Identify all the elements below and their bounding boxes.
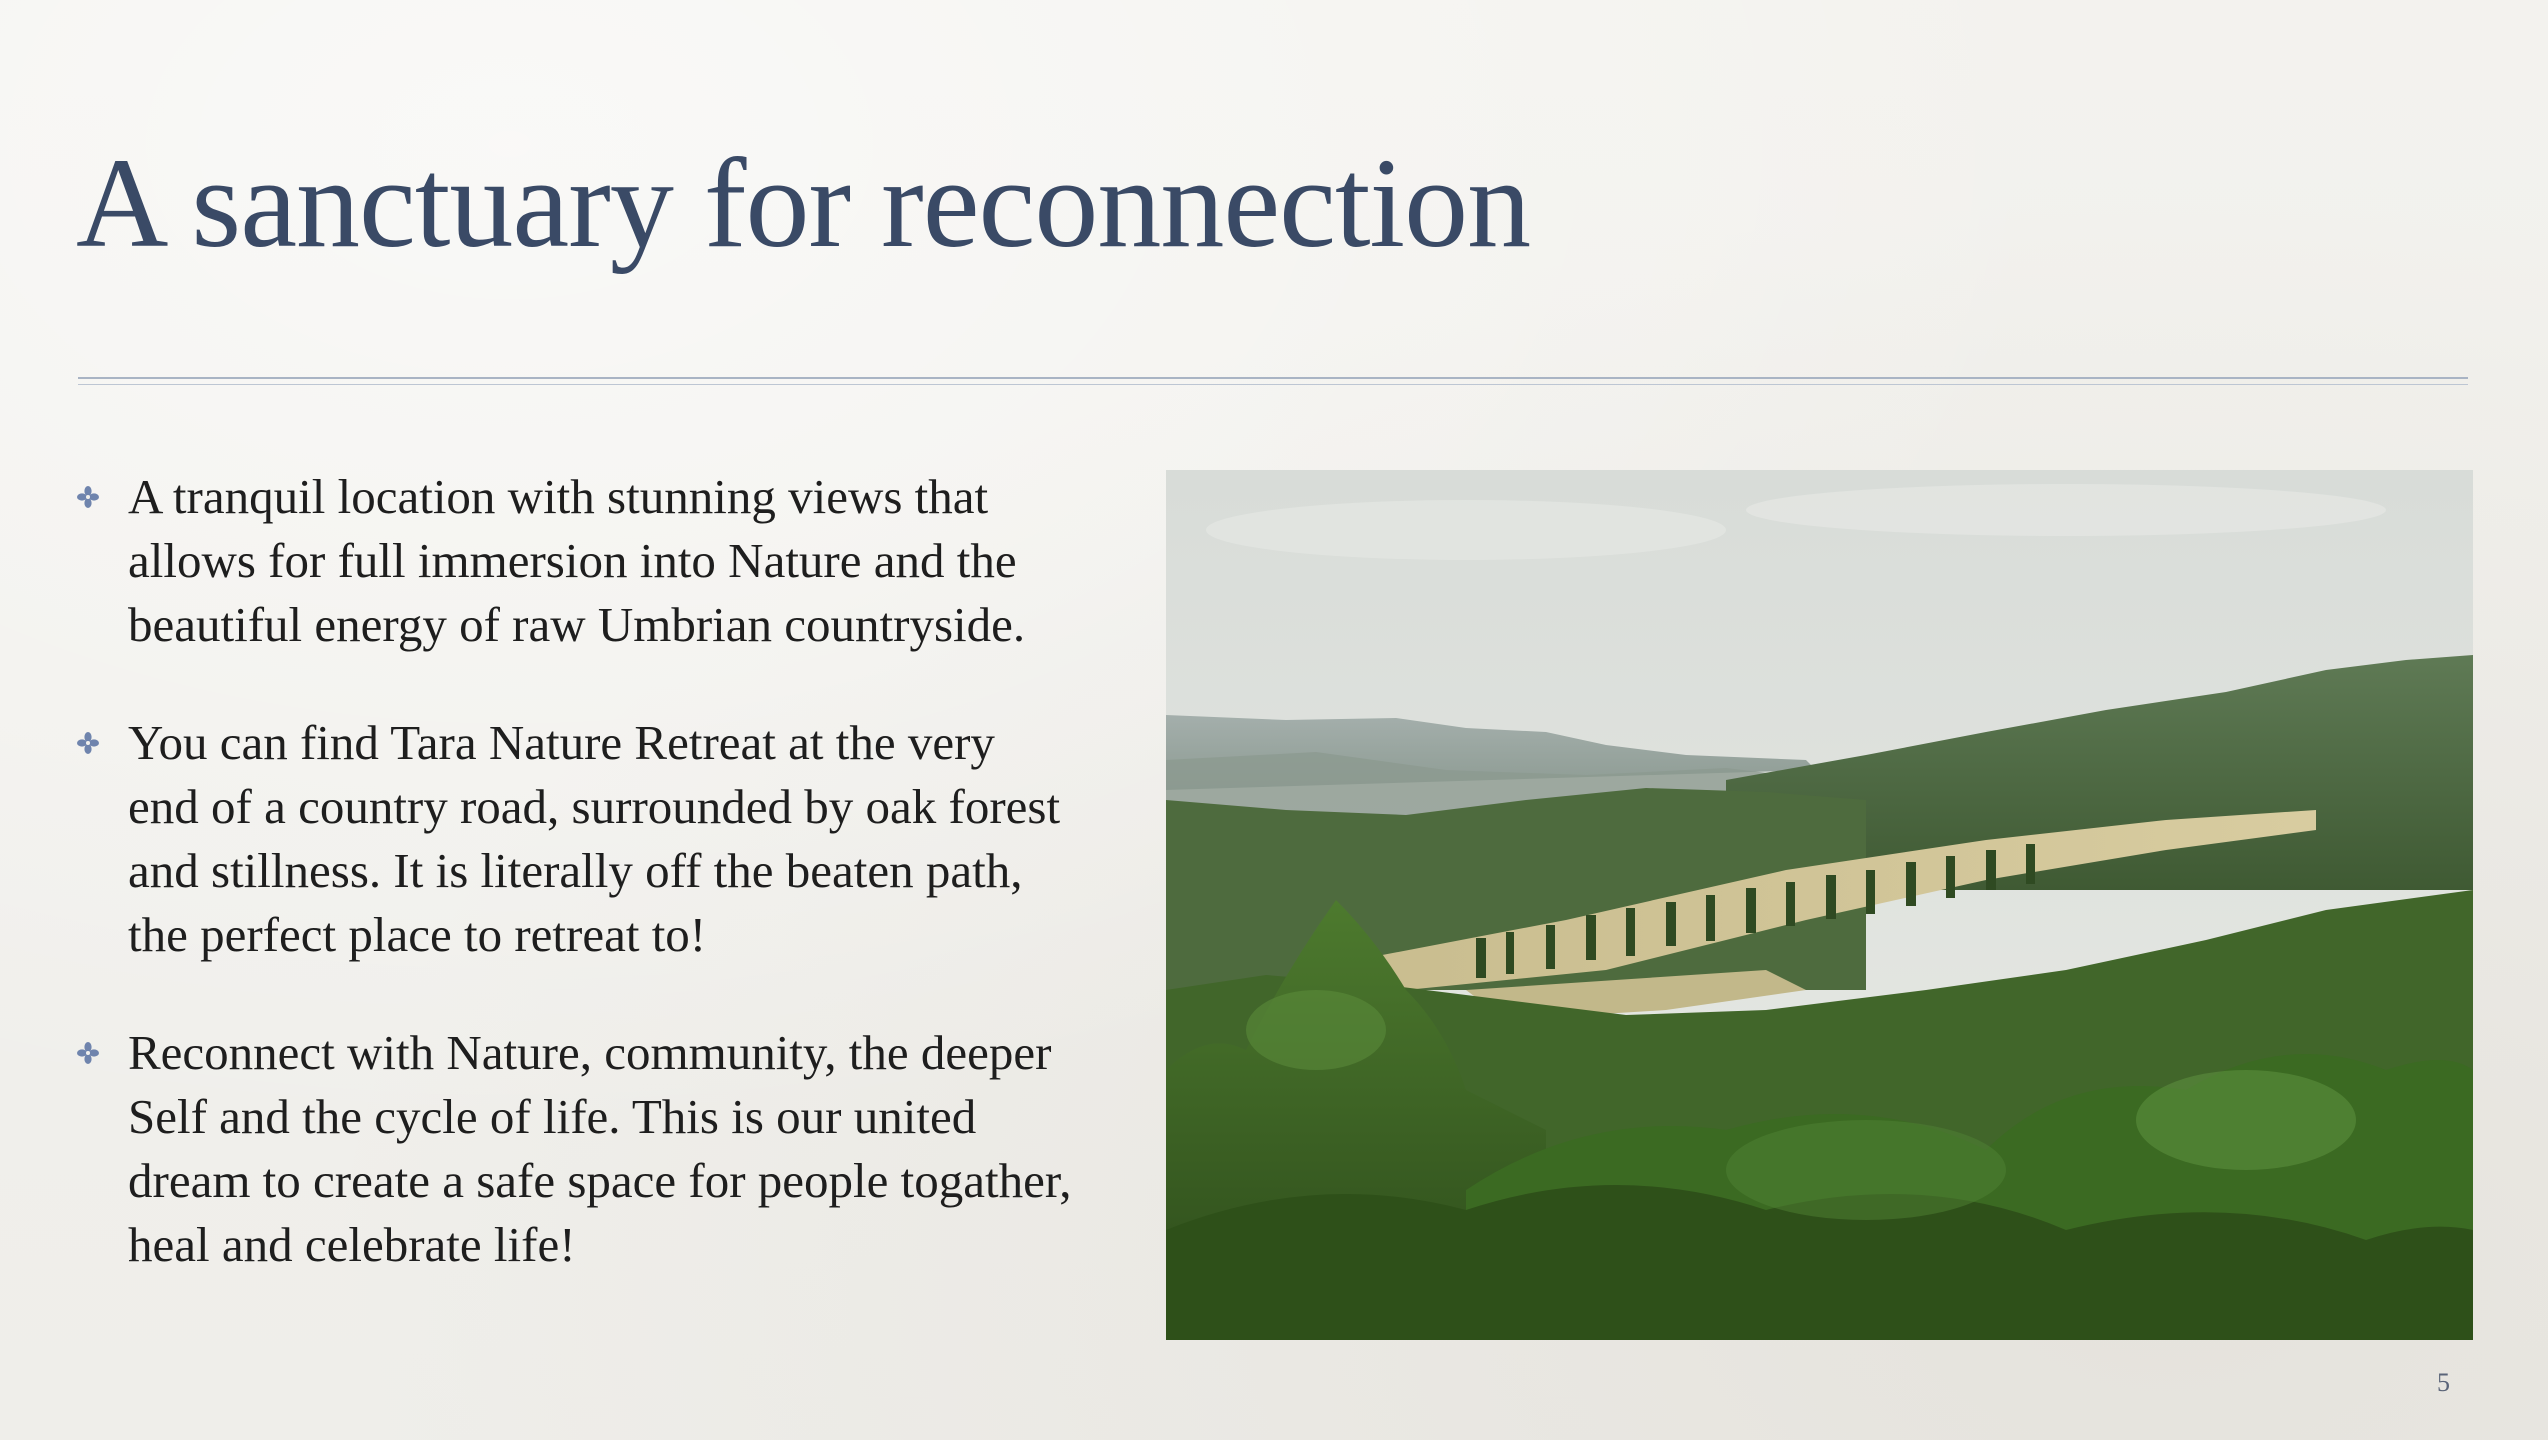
slide-title: A sanctuary for reconnection <box>76 132 1531 274</box>
bullet-icon <box>76 711 102 775</box>
bullet-text: Reconnect with Nature, community, the deeper Self and the cycle of life. This is our united dream to create a safe space for people togather, heal and celebrate life! <box>128 1025 1072 1272</box>
bullet-item <box>72 711 1072 967</box>
title-divider <box>78 377 2468 379</box>
bullet-item <box>72 465 1072 657</box>
page-number: 5 <box>2437 1368 2450 1397</box>
bullet-icon <box>76 1021 102 1085</box>
bullet-text: You can find Tara Nature Retreat at the very end of a country road, surrounded by oak forest and stillness. It is literally off the beaten path, the perfect place to retreat to! <box>128 715 1061 962</box>
landscape-photo <box>1166 470 2473 1340</box>
title-divider-secondary <box>78 384 2468 385</box>
bullet-item <box>72 1021 1072 1277</box>
bullet-icon <box>76 465 102 529</box>
bullet-list <box>72 465 1072 1331</box>
bullet-text: A tranquil location with stunning views that allows for full immersion into Nature and the beautiful energy of raw Umbrian countryside. <box>128 469 1026 652</box>
